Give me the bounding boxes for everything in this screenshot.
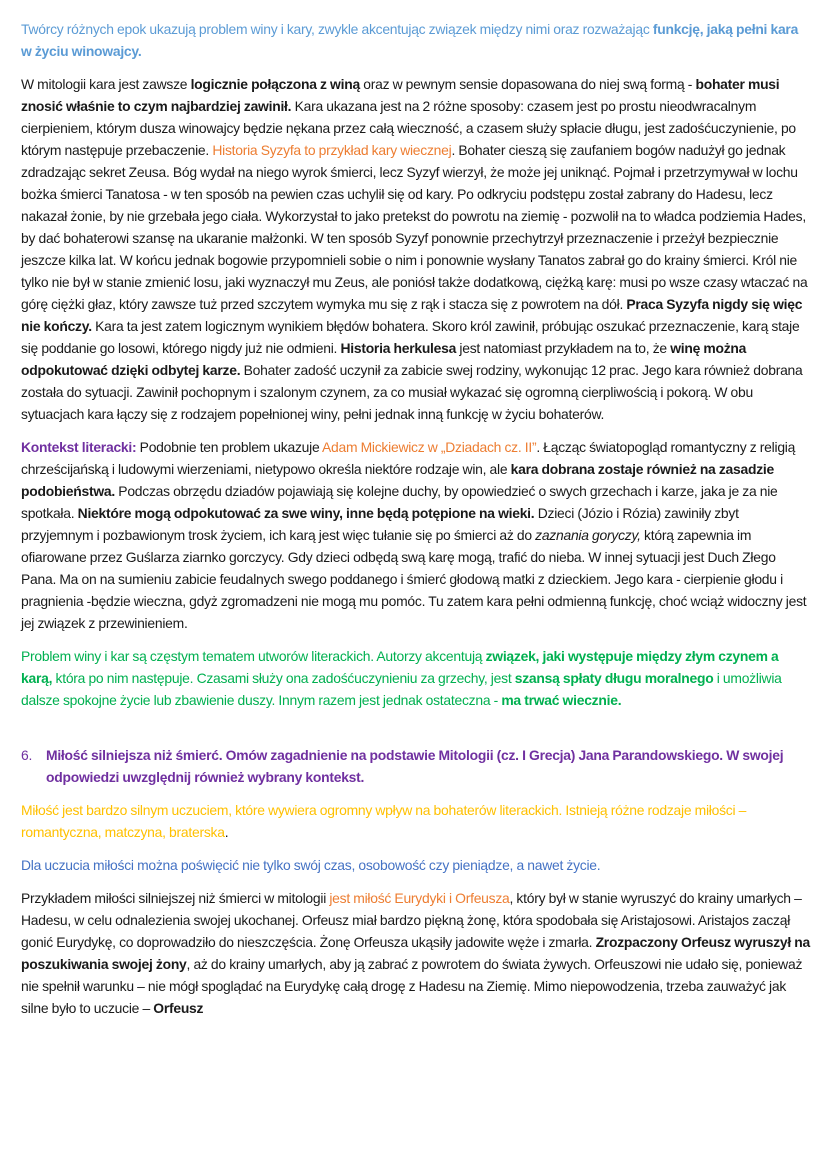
text-run: Podczas obrzędu dziadów pojawiają się kolejne duchy, by opowiedzieć o swych grzechach i karze, jaka je za nie spotkała. <box>21 483 778 521</box>
love-sacrifice-paragraph <box>21 854 811 876</box>
highlighted-text: Historia Syzyfa to przykład kary wiecznej <box>212 142 452 158</box>
highlighted-text: jest miłość Eurydyki i Orfeusza <box>329 890 510 906</box>
text-run: . Łącząc światopogląd romantyczny z religią chrześcijańską i ludowymi wierzeniami, nietypowo określa niektóre rodzaje win, ale <box>21 439 796 477</box>
bold-text: winę można odpokutować dzięki odbytej karze. <box>21 340 747 378</box>
bold-text: bohater musi znosić właśnie to czym najbardziej zawinił. <box>21 76 780 114</box>
bold-text: Historia herkulesa <box>340 340 457 356</box>
text-run: Dzieci (Józio i Rózia) zawiniły zbyt przyjemnym i pozbawionym trosk życiem, ich karą jest więc tułanie się po śmierci aż do <box>21 505 739 543</box>
mythology-paragraph <box>21 73 811 425</box>
bold-text: Kontekst literacki: <box>21 439 137 455</box>
text-run: , który był w stanie wyruszyć do krainy umarłych – Hadesu, w celu odnalezienia swojej ukochanej. Orfeusz miał bardzo piękną żonę, która spodobała się Aristajosowi. Aristajos zaczął gonić Eurydykę, co doprowadziło do nieszczęścia. Żonę Orfeusza ukąsiły jadowite węże i zmarła. <box>21 890 802 950</box>
text-run: , aż do krainy umarłych, aby ją zabrać z powrotem do świata żywych. Orfeuszowi nie udało się, ponieważ nie spełnił warunku – nie mógł spoglądać na Eurydykę całą drogę z Hadesu na Ziemię. Mimo niepowodzenia, trzeba zauważyć jak silne było to uczucie – <box>21 956 803 1016</box>
bold-text: Niektóre mogą odpokutować za swe winy, inne będą potępione na wieki. <box>77 505 535 521</box>
text-run: . Bohater cieszą się zaufaniem bogów nadużył go jednak zdradzając sekret Zeusa. Bóg wydał na niego wyrok śmierci, lecz Syzyf wierzył, że może jej uniknąć. Pojmał i przetrzymywał w lochu bożka śmierci Tanatosa - w ten sposób na pewien czas uchylił się od kary. Po odkryciu podstępu został zabrany do Hadesu, lecz nakazał żonie, by nie grzebała jego ciała. Wykorzystał to jako pretekst do powrotu na ziemię - pozwolił na to władca podziemia Hades, by dać bohaterowi szansę na ukaranie małżonki. W ten sposób Syzyf ponownie przechytrzył przeznaczenie i przeżył bezpiecznie jeszcze kilka lat. W końcu jednak bogowie przypomnieli sobie o nim i ponownie wysłany Tanatos zabrał go do krainy śmierci. Król nie tylko nie był w stanie zmienić losu, jaki wyznaczył mu Zeus, ale poniósł także dodatkową, ciężką karę: musi po wsze czasy wtaczać na górę ciężki głaz, który zawsze tuż przed szczytem wymyka mu się z rąk i stacza się z powrotem na dół. <box>21 142 808 312</box>
bold-text: ma trwać wiecznie. <box>501 692 622 708</box>
text-run: Podobnie ten problem ukazuje <box>136 439 322 455</box>
text-run: jest natomiast przykładem na to, że <box>456 340 671 356</box>
highlighted-text: Adam Mickiewicz w „Dziadach cz. II” <box>321 439 537 455</box>
text-run: Kara ukazana jest na 2 różne sposoby: czasem jest po prostu nieodwracalnym cierpieniem, którym dusza winowajcy będzie nękana przez całą wieczność, a czasem służy spłacie długu, jest zadośćuczynienie, po którym następuje przebaczenie. <box>21 98 796 158</box>
italic-text: zaznania goryczy, <box>535 527 641 543</box>
intro-paragraph <box>21 18 811 62</box>
summary-paragraph <box>21 645 811 711</box>
text-run: Kara ta jest zatem logicznym wynikiem błędów bohatera. Skoro król zawinił, próbując oszukać przeznaczenie, karą staje się poddanie go losowi, którego nigdy już nie odmieni. <box>21 318 800 356</box>
essay-section-love <box>21 799 811 1019</box>
orpheus-paragraph <box>21 887 811 1019</box>
text-run: i umożliwia dalsze spokojne życie lub zbawienie duszy. Innym razem jest jednak ostateczna - <box>21 670 782 708</box>
literary-context-paragraph <box>21 436 811 634</box>
text-run: która po nim następuje. Czasami służy ona zadośćuczynieniu za grzechy, jest <box>52 670 515 686</box>
question-heading <box>21 744 811 788</box>
bold-text: szansą spłaty długu moralnego <box>514 670 714 686</box>
text-run: Problem winy i kar są częstym tematem utworów literackich. Autorzy akcentują <box>21 648 486 664</box>
love-intro-paragraph <box>21 799 811 843</box>
question-number: 6. <box>21 747 33 763</box>
question-text: Miłość silniejsza niż śmierć. Omów zagadnienie na podstawie Mitologii (cz. I Grecja) Jana Parandowskiego. W swojej odpowiedzi uwzględnij również wybrany kontekst. <box>46 747 784 785</box>
text-run: Bohater zadość uczynił za zabicie swej rodziny, wykonując 12 prac. Jego kara również dobrana została do sytuacji. Zawinił pochopnym i szalonym czynem, za co musiał wykazać się ogromną cierpliwością i pokorą. W obu sytuacjach kara łączy się z rodzajem popełnionej winy, pełni jednak inną funkcję w życiu bohaterów. <box>21 362 803 422</box>
text-run: Dla uczucia miłości można poświęcić nie tylko swój czas, osobowość czy pieniądze, a nawet życie. <box>21 857 601 873</box>
text-run: Przykładem miłości silniejszej niż śmierci w mitologii <box>21 890 330 906</box>
bold-text: funkcję, jaką pełni kara w życiu winowajcy. <box>21 21 799 59</box>
text-run: W mitologii kara jest zawsze <box>21 76 191 92</box>
text-run: którą zapewnia im ofiarowane przez Guślarza ziarnko gorczycy. Gdy dzieci odbędą swą karę mogą, trafić do nieba. W innej sytuacji jest Duch Złego Pana. Ma on na sumieniu zabicie feudalnych swego poddanego i śmierć głodową matki z dzieckiem. Jego kara - cierpienie głodu i pragnienia -będzie wieczna, gdyż zgromadzeni nie mogą mu pomóc. Tu zatem kara pełni odmienną funkcję, choć wciąż widoczny jest jej związek z przewinieniem. <box>21 527 807 631</box>
bold-text: logicznie połączona z winą <box>190 76 360 92</box>
bold-text: Zrozpaczony Orfeusz wyruszył na poszukiwania swojej żony <box>21 934 810 972</box>
bold-text: Praca Syzyfa nigdy się więc nie kończy. <box>21 296 803 334</box>
bold-text: Orfeusz <box>153 1000 204 1016</box>
text-run: oraz w pewnym sensie dopasowana do niej swą formą - <box>359 76 696 92</box>
spacer <box>21 722 811 744</box>
text-run: Twórcy różnych epok ukazują problem winy i kary, zwykle akcentując związek między nimi oraz rozważając <box>21 21 653 37</box>
highlighted-text: . <box>224 824 229 840</box>
bold-text: związek, jaki występuje między złym czynem a karą, <box>21 648 779 686</box>
bold-text: kara dobrana zostaje również na zasadzie podobieństwa. <box>21 461 774 499</box>
essay-section-guilt-punishment <box>21 18 811 711</box>
text-run: Miłość jest bardzo silnym uczuciem, które wywiera ogromny wpływ na bohaterów literackich. Istnieją różne rodzaje miłości – romantyczna, matczyna, braterska <box>21 802 747 840</box>
